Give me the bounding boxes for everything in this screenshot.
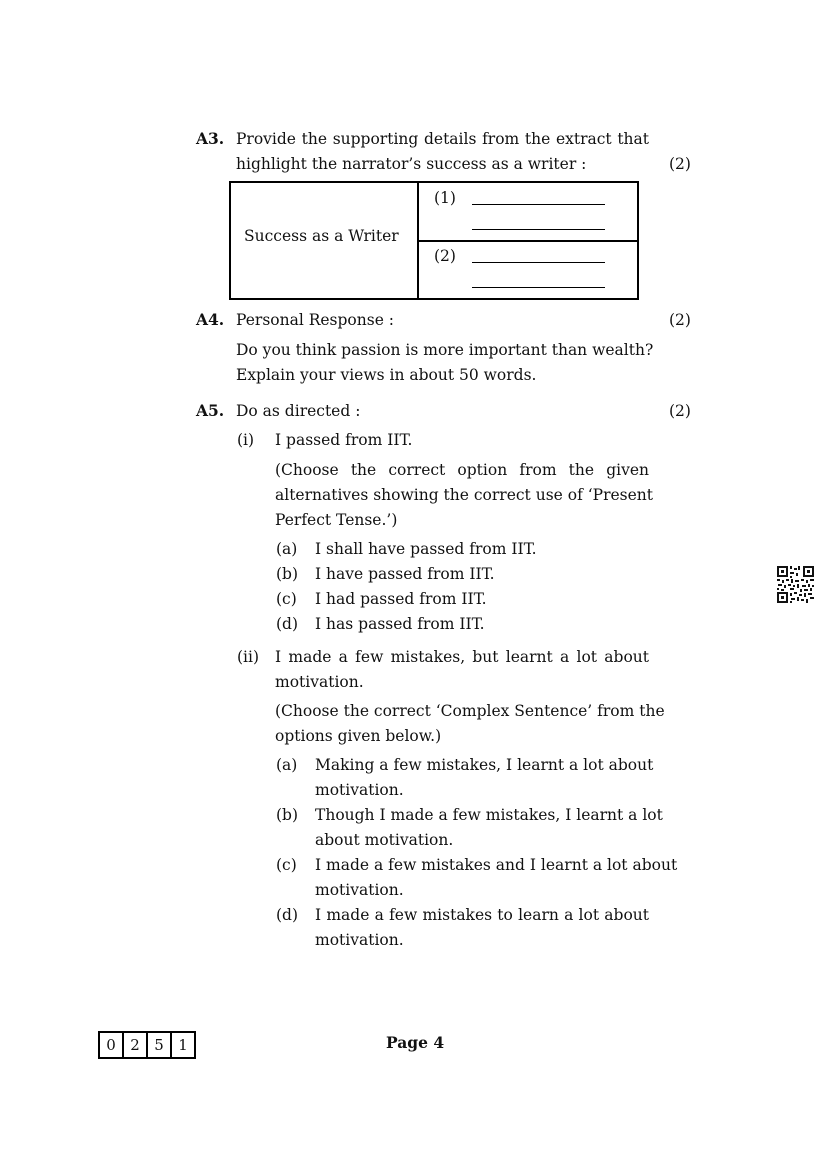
a5-heading: Do as directed : — [236, 402, 361, 420]
a5-marks: (2) — [669, 402, 691, 420]
subquestion-i-instruction-line2: alternatives showing the correct use of ‘Present — [275, 486, 654, 504]
option-label: (b) — [276, 806, 299, 824]
subquestion-i-instruction-line3: Perfect Tense.’) — [275, 511, 398, 529]
subquestion-i-sentence: I passed from IIT. — [275, 431, 413, 449]
question-paper-code — [98, 1031, 196, 1059]
answer-blank-line — [472, 204, 605, 205]
option-label: (c) — [276, 590, 297, 608]
subquestion-number-i: (i) — [237, 431, 255, 449]
option-text-line2: about motivation. — [315, 831, 454, 849]
code-digit: 1 — [178, 1036, 188, 1054]
subquestion-ii-instruction-line1: (Choose the correct ‘Complex Sentence’ from the — [275, 702, 665, 720]
a4-heading: Personal Response : — [236, 311, 395, 329]
answer-blank-line — [472, 262, 605, 263]
option-label: (c) — [276, 856, 297, 874]
code-digit: 2 — [124, 1033, 148, 1057]
question-number-a5: A5. — [196, 401, 225, 420]
option-text-line2: motivation. — [315, 781, 404, 799]
option-text-line1: I made a few mistakes and I learnt a lot about — [315, 856, 678, 874]
qr-code-icon — [777, 566, 814, 603]
page-number: Page 4 — [386, 1033, 445, 1052]
table-label: Success as a Writer — [244, 227, 399, 245]
question-number-a3: A3. — [196, 129, 225, 148]
a4-text-line1: Do you think passion is more important than wealth? — [236, 341, 654, 359]
option-label: (d) — [276, 906, 299, 924]
subquestion-ii-instruction-line2: options given below.) — [275, 727, 442, 745]
subquestion-ii-sentence-line1: I made a few mistakes, but learnt a lot about — [275, 648, 649, 666]
answer-blank-line — [472, 229, 605, 230]
table-item-2-label: (2) — [434, 247, 456, 265]
option-label: (b) — [276, 565, 299, 583]
option-label: (a) — [276, 756, 298, 774]
option-text: I has passed from IIT. — [315, 615, 485, 633]
code-digit: 5 — [148, 1033, 172, 1057]
option-text-line2: motivation. — [315, 931, 404, 949]
a3-marks: (2) — [669, 155, 691, 173]
code-digit: 0 — [100, 1033, 124, 1057]
answer-blank-line — [472, 287, 605, 288]
a3-text-line1: Provide the supporting details from the extract that — [236, 130, 649, 148]
option-text: I have passed from IIT. — [315, 565, 495, 583]
question-number-a4: A4. — [196, 310, 225, 329]
a3-answer-table — [229, 181, 639, 300]
table-item-1-label: (1) — [434, 189, 456, 207]
a4-text-line2: Explain your views in about 50 words. — [236, 366, 537, 384]
subquestion-ii-sentence-line2: motivation. — [275, 673, 364, 691]
table-label-cell — [231, 183, 419, 298]
option-text-line1: Making a few mistakes, I learnt a lot about — [315, 756, 654, 774]
option-text-line1: Though I made a few mistakes, I learnt a lot — [315, 806, 663, 824]
a4-marks: (2) — [669, 311, 691, 329]
option-text: I had passed from IIT. — [315, 590, 487, 608]
option-text-line2: motivation. — [315, 881, 404, 899]
a3-text-line2: highlight the narrator’s success as a writer : — [236, 155, 587, 173]
option-text-line1: I made a few mistakes to learn a lot about — [315, 906, 649, 924]
option-label: (a) — [276, 540, 298, 558]
option-text: I shall have passed from IIT. — [315, 540, 537, 558]
subquestion-number-ii: (ii) — [237, 648, 260, 666]
option-label: (d) — [276, 615, 299, 633]
table-answer-cell-1[interactable] — [419, 183, 637, 242]
subquestion-i-instruction-line1: (Choose the correct option from the given — [275, 461, 649, 479]
table-answer-cell-2[interactable] — [419, 240, 637, 298]
